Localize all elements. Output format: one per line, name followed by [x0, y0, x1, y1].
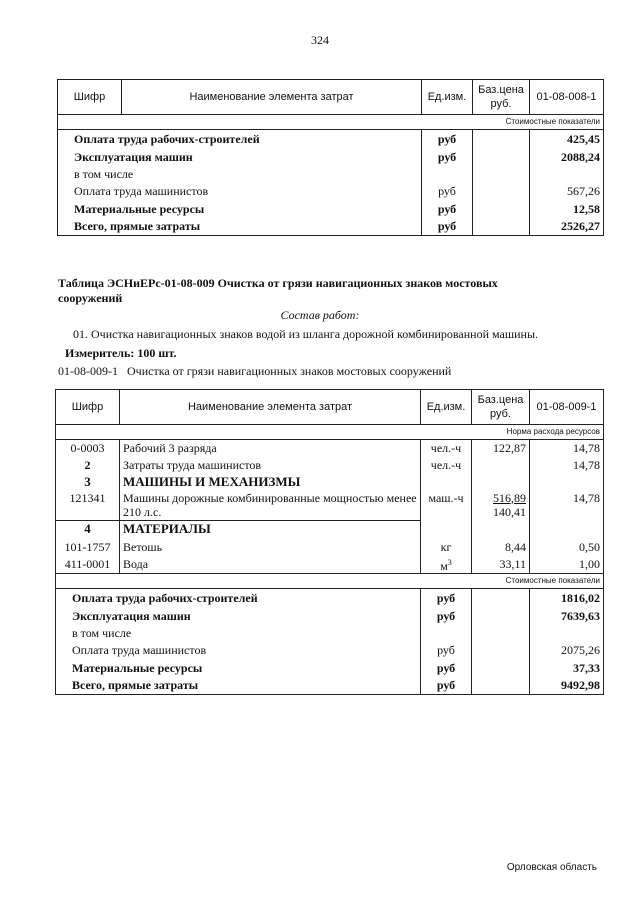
summary-unit: руб [421, 607, 472, 625]
resource-unit: чел.-ч [421, 440, 472, 457]
section-norms-row [56, 425, 604, 440]
summary-unit [422, 166, 473, 182]
resource-name: Рабочий 3 разряда [120, 440, 421, 457]
summary-unit: руб [422, 182, 473, 200]
resource-code: 121341 [56, 491, 120, 521]
header-price: Баз.цена руб. [472, 390, 530, 425]
resource-price [472, 457, 530, 474]
resource-value: 14,78 [530, 440, 604, 457]
group-row [56, 474, 604, 491]
table-header-row [56, 390, 604, 425]
resource-row [56, 440, 604, 457]
group-name: МАШИНЫ И МЕХАНИЗМЫ [120, 474, 421, 491]
summary-value [530, 166, 604, 182]
resource-code: 411-0001 [56, 556, 120, 574]
summary-unit: руб [421, 641, 472, 659]
resource-code: 101-1757 [56, 538, 120, 556]
resource-row [56, 538, 604, 556]
subtitle-code: 01-08-009-1 [58, 364, 118, 378]
resource-row [56, 556, 604, 574]
group-value [530, 474, 604, 491]
summary-name: Материальные ресурсы [58, 200, 422, 218]
resource-unit: кг [421, 538, 472, 556]
summary-value: 567,26 [530, 182, 604, 200]
summary-name: Оплата труда машинистов [56, 641, 421, 659]
summary-unit [421, 625, 472, 641]
section-norms-label: Норма расхода ресурсов [56, 425, 604, 440]
resource-unit-superscript: 3 [447, 557, 452, 567]
summary-name: Всего, прямые затраты [56, 677, 421, 695]
resource-price: 122,87 [472, 440, 530, 457]
resource-value: 1,00 [530, 556, 604, 574]
summary-value [530, 625, 604, 641]
group-price [472, 474, 530, 491]
resource-price: 516,89 [493, 490, 526, 505]
table-header-row [58, 80, 604, 115]
table-title: Таблица ЭСНиЕРс-01-08-009 Очистка от грязи навигационных знаков мостовых сооружений [58, 276, 498, 305]
group-row [56, 521, 604, 538]
summary-name: Оплата труда машинистов [58, 182, 422, 200]
summary-value: 12,58 [530, 200, 604, 218]
composition-label: Состав работ: [280, 308, 360, 322]
summary-row [58, 148, 604, 166]
summary-row [58, 130, 604, 148]
summary-name: в том числе [58, 166, 422, 182]
resource-price-cell [472, 491, 530, 521]
summary-price [472, 607, 530, 625]
summary-name: Всего, прямые затраты [58, 218, 422, 236]
header-name: Наименование элемента затрат [120, 390, 421, 425]
group-code: 3 [56, 474, 120, 491]
resource-unit: маш.-ч [421, 491, 472, 521]
summary-value: 2526,27 [530, 218, 604, 236]
group-unit [421, 521, 472, 538]
resource-value: 0,50 [530, 538, 604, 556]
section-costs-row [58, 115, 604, 130]
summary-price [472, 659, 530, 677]
summary-row [56, 589, 604, 607]
summary-price [473, 200, 530, 218]
summary-price [473, 182, 530, 200]
summary-unit: руб [422, 200, 473, 218]
resource-price-secondary: 140,41 [493, 504, 526, 519]
summary-unit: руб [422, 218, 473, 236]
summary-value: 425,45 [530, 130, 604, 148]
summary-price [472, 677, 530, 695]
resource-value: 14,78 [530, 457, 604, 474]
summary-row [56, 659, 604, 677]
summary-row [56, 641, 604, 659]
summary-row [58, 200, 604, 218]
meter-label: Измеритель: 100 шт. [65, 346, 177, 360]
subtitle [58, 364, 451, 379]
summary-price [472, 641, 530, 659]
summary-name: Эксплуатация машин [56, 607, 421, 625]
work-item: 01. Очистка навигационных знаков водой из шланга дорожной комбинированной машины. [73, 327, 539, 341]
summary-name: в том числе [56, 625, 421, 641]
summary-value: 37,33 [530, 659, 604, 677]
header-price: Баз.цена руб. [473, 80, 530, 115]
page-number: 324 [311, 33, 329, 47]
resource-price: 8,44 [472, 538, 530, 556]
summary-value: 2088,24 [530, 148, 604, 166]
summary-unit: руб [422, 148, 473, 166]
header-unit: Ед.изм. [422, 80, 473, 115]
resource-unit-cell [421, 556, 472, 574]
header-code: Шифр [58, 80, 122, 115]
summary-unit: руб [422, 130, 473, 148]
group-value [530, 521, 604, 538]
resource-table-01-08-009 [55, 389, 604, 695]
resource-name: Вода [120, 556, 421, 574]
resource-name: Затраты труда машинистов [120, 457, 421, 474]
header-unit: Ед.изм. [421, 390, 472, 425]
summary-price [472, 625, 530, 641]
summary-value: 1816,02 [530, 589, 604, 607]
resource-name: Машины дорожные комбинированные мощностью менее 210 л.с. [120, 491, 421, 521]
section-costs-row [56, 574, 604, 589]
resource-row [56, 491, 604, 521]
summary-name: Оплата труда рабочих-строителей [58, 130, 422, 148]
summary-unit: руб [421, 589, 472, 607]
resource-table-01-08-008 [57, 79, 604, 236]
section-costs-label: Стоимостные показатели [58, 115, 604, 130]
resource-row [56, 457, 604, 474]
summary-unit: руб [421, 677, 472, 695]
summary-price [473, 130, 530, 148]
header-code-column: 01-08-008-1 [530, 80, 604, 115]
summary-price [473, 218, 530, 236]
summary-row [58, 218, 604, 236]
summary-price [473, 148, 530, 166]
group-unit [421, 474, 472, 491]
subtitle-name: Очистка от грязи навигационных знаков мостовых сооружений [127, 364, 452, 378]
group-price [472, 521, 530, 538]
header-code: Шифр [56, 390, 120, 425]
section-costs-label: Стоимостные показатели [56, 574, 604, 589]
resource-value: 14,78 [530, 491, 604, 521]
resource-unit: чел.-ч [421, 457, 472, 474]
resource-code: 0-0003 [56, 440, 120, 457]
group-code: 4 [56, 521, 120, 538]
resource-unit: м [440, 558, 448, 573]
group-name: МАТЕРИАЛЫ [120, 521, 421, 538]
resource-name: Ветошь [120, 538, 421, 556]
summary-value: 9492,98 [530, 677, 604, 695]
summary-name: Оплата труда рабочих-строителей [56, 589, 421, 607]
resource-price: 33,11 [472, 556, 530, 574]
resource-code: 2 [56, 457, 120, 474]
summary-unit: руб [421, 659, 472, 677]
summary-row [58, 166, 604, 182]
summary-price [473, 166, 530, 182]
header-code-column: 01-08-009-1 [530, 390, 604, 425]
summary-name: Материальные ресурсы [56, 659, 421, 677]
summary-row [56, 677, 604, 695]
summary-price [472, 589, 530, 607]
summary-value: 2075,26 [530, 641, 604, 659]
summary-row [56, 625, 604, 641]
footer-region: Орловская область [506, 862, 597, 873]
summary-name: Эксплуатация машин [58, 148, 422, 166]
summary-row [58, 182, 604, 200]
summary-value: 7639,63 [530, 607, 604, 625]
summary-row [56, 607, 604, 625]
header-name: Наименование элемента затрат [122, 80, 422, 115]
